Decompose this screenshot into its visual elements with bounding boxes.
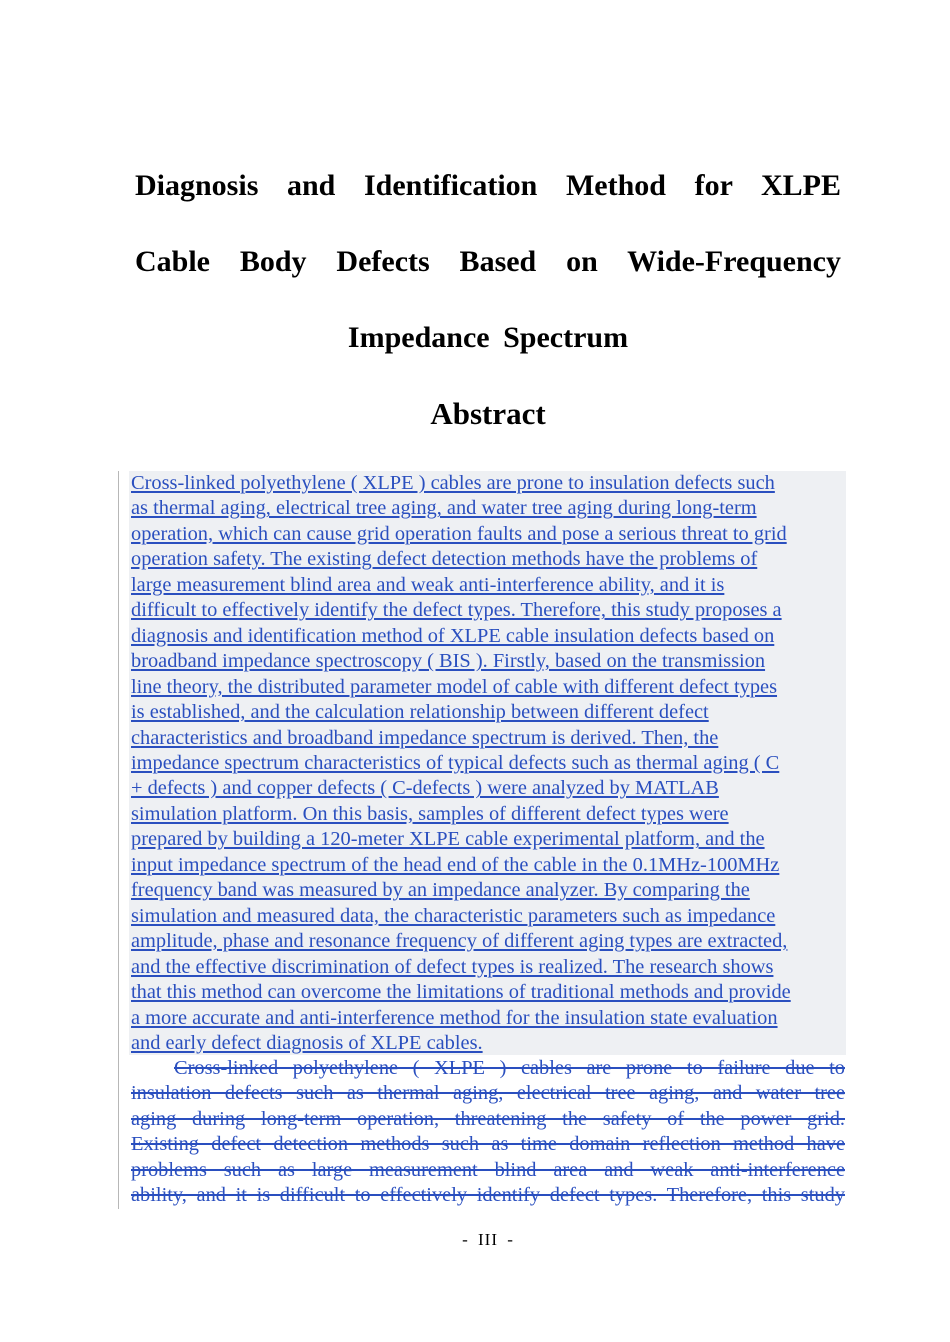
inserted-text-line: is established, and the calculation relationship between different defect <box>131 701 709 724</box>
inserted-text-line: simulation and measured data, the characteristic parameters such as impedance <box>131 904 776 927</box>
title-line: Cable Body Defects Based on Wide-Frequency <box>135 245 841 278</box>
deleted-text-line: Cross-linked polyethylene ( XLPE ) cables are prone to failure due to <box>174 1057 845 1079</box>
inserted-text-line: Cross-linked polyethylene ( XLPE ) cables are prone to insulation defects such <box>131 472 775 494</box>
inserted-text-line: that this method can overcome the limitations of traditional methods and provide <box>131 981 791 1004</box>
inserted-text-line: amplitude, phase and resonance frequency of different aging types are extracted, <box>131 930 788 953</box>
deleted-text-line: Existing defect detection methods such as time domain reflection method have <box>131 1133 845 1156</box>
deleted-text-line: problems such as large measurement blind area and weak anti-interference <box>131 1158 845 1181</box>
inserted-text-line: operation safety. The existing defect detection methods have the problems of <box>131 548 758 571</box>
inserted-text-line: prepared by building a 120-meter XLPE cable experimental platform, and the <box>131 828 765 851</box>
inserted-text-line: impedance spectrum characteristics of typical defects such as thermal aging ( C <box>131 751 780 774</box>
deleted-text-line: ability, and it is difficult to effectively identify defect types. Therefore, this study <box>131 1184 845 1207</box>
inserted-text-line: and early defect diagnosis of XLPE cables. <box>131 1031 483 1054</box>
revision-change-bar <box>118 471 119 1209</box>
deleted-abstract-paragraph[interactable] <box>131 1056 845 1209</box>
thesis-title <box>135 148 841 376</box>
inserted-text-line: a more accurate and anti-interference method for the insulation state evaluation <box>131 1006 778 1029</box>
inserted-abstract-paragraph[interactable] <box>131 471 851 1056</box>
inserted-text-line: frequency band was measured by an impedance analyzer. By comparing the <box>131 879 750 902</box>
deleted-text-line: insulation defects such as thermal aging, electrical tree aging, and water tree <box>131 1082 845 1105</box>
inserted-text-line: and the effective discrimination of defect types is realized. The research shows <box>131 955 774 978</box>
inserted-text-line: input impedance spectrum of the head end of the cable in the 0.1MHz-100MHz <box>131 853 780 876</box>
title-line: Impedance Spectrum <box>347 321 629 354</box>
inserted-text-line: broadband impedance spectroscopy ( BIS ). Firstly, based on the transmission <box>131 650 766 673</box>
inserted-text-line: simulation platform. On this basis, samples of different defect types were <box>131 802 729 825</box>
abstract-heading: Abstract <box>430 396 546 431</box>
inserted-text-line: line theory, the distributed parameter model of cable with different defect types <box>131 675 778 698</box>
inserted-text-line: characteristics and broadband impedance spectrum is derived. Then, the <box>131 726 719 749</box>
page-number: - III - <box>462 1230 514 1249</box>
deleted-text-line: aging during long-term operation, threatening the safety of the power grid. <box>131 1107 845 1130</box>
inserted-text-line: large measurement blind area and weak anti-interference ability, and it is <box>131 573 725 596</box>
inserted-text-line: difficult to effectively identify the defect types. Therefore, this study proposes a <box>131 599 782 622</box>
inserted-text-line: diagnosis and identification method of XLPE cable insulation defects based on <box>131 624 775 647</box>
inserted-text-line: as thermal aging, electrical tree aging, and water tree aging during long-term <box>131 497 757 520</box>
title-line: Diagnosis and Identification Method for XLPE <box>135 169 841 202</box>
inserted-text-line: operation, which can cause grid operation faults and pose a serious threat to grid <box>131 522 787 545</box>
inserted-text-line: + defects ) and copper defects ( C-defects ) were analyzed by MATLAB <box>131 777 719 800</box>
